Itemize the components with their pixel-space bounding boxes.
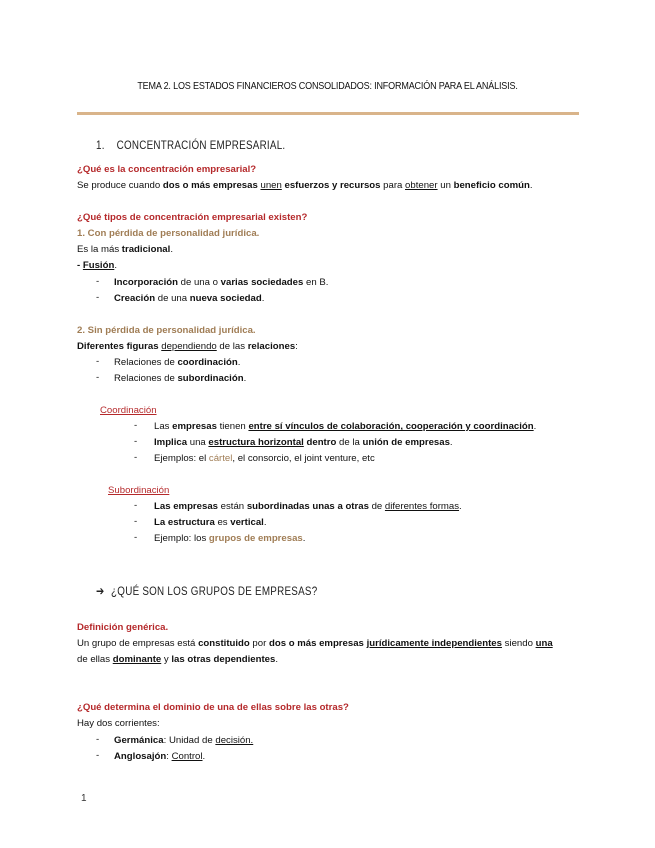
fusion-item-creacion: Creación de una nueva sociedad. [114, 293, 265, 304]
bullet-dash: - [134, 420, 138, 431]
answer-que-es: Se produce cuando dos o más empresas unen esfuerzos y recursos para obtener un beneficio común. [77, 180, 533, 191]
label-definicion: Definición genérica. [77, 622, 169, 633]
definition-line-1: Un grupo de empresas está constituido por dos o más empresas jurídicamente independientes siendo una [77, 638, 553, 649]
coord-item-ejemplos: Ejemplos: el cártel, el consorcio, el joint venture, etc [154, 453, 375, 464]
text-diferentes-figuras: Diferentes figuras dependiendo de las relaciones: [77, 341, 298, 352]
label-coordinacion: Coordinación [100, 405, 157, 416]
question-dominio: ¿Qué determina el dominio de una de ellas sobre las otras? [77, 702, 349, 713]
section-number: 1. [96, 138, 105, 152]
question-tipos: ¿Qué tipos de concentración empresarial existen? [77, 212, 308, 223]
bullet-dash: - [96, 356, 100, 367]
bullet-dash: - [134, 436, 138, 447]
relation-subordinacion: Relaciones de subordinación. [114, 373, 247, 384]
question-que-es: ¿Qué es la concentración empresarial? [77, 164, 257, 175]
type-con-perdida: 1. Con pérdida de personalidad jurídica. [77, 228, 260, 239]
sub-item-ejemplo: Ejemplo: los grupos de empresas. [154, 533, 306, 544]
bullet-dash: - [134, 500, 138, 511]
label-subordinacion: Subordinación [108, 485, 170, 496]
bullet-dash: - [134, 452, 138, 463]
bullet-dash: - [96, 276, 100, 287]
corriente-anglosajon: Anglosajón: Control. [114, 751, 206, 762]
bullet-dash: - [134, 532, 138, 543]
arrow-right-icon: ➔ [96, 584, 105, 598]
sub-item-vertical: La estructura es vertical. [154, 517, 267, 528]
text-tradicional: Es la más tradicional. [77, 244, 173, 255]
section-title: ¿QUÉ SON LOS GRUPOS DE EMPRESAS? [111, 584, 318, 598]
bullet-dash: - [134, 516, 138, 527]
type-sin-perdida: 2. Sin pérdida de personalidad jurídica. [77, 325, 256, 336]
bullet-dash: - [96, 292, 100, 303]
document-title: TEMA 2. LOS ESTADOS FINANCIEROS CONSOLIDADOS: INFORMACIÓN PARA EL ANÁLISIS. [137, 80, 518, 92]
bullet-dash: - [96, 734, 100, 745]
coord-item-vinculos: Las empresas tienen entre sí vínculos de colaboración, cooperación y coordinación. [154, 421, 537, 432]
bullet-dash: - [96, 750, 100, 761]
page-number: 1 [81, 793, 87, 804]
relation-coordinacion: Relaciones de coordinación. [114, 357, 241, 368]
coord-item-horizontal: Implica una estructura horizontal dentro de la unión de empresas. [154, 437, 453, 448]
section-title: CONCENTRACIÓN EMPRESARIAL. [116, 138, 286, 152]
corriente-germanica: Germánica: Unidad de decisión. [114, 735, 254, 746]
text-fusion: - Fusión. [77, 260, 117, 271]
section-heading-concentracion [96, 138, 285, 152]
text-corrientes: Hay dos corrientes: [77, 718, 160, 729]
bullet-dash: - [96, 372, 100, 383]
definition-line-2: de ellas dominante y las otras dependientes. [77, 654, 279, 665]
sub-item-subordinadas: Las empresas están subordinadas unas a otras de diferentes formas. [154, 501, 462, 512]
title-divider [77, 112, 579, 115]
fusion-item-incorporacion: Incorporación de una o varias sociedades en B. [114, 277, 329, 288]
section-heading-grupos [96, 584, 317, 598]
